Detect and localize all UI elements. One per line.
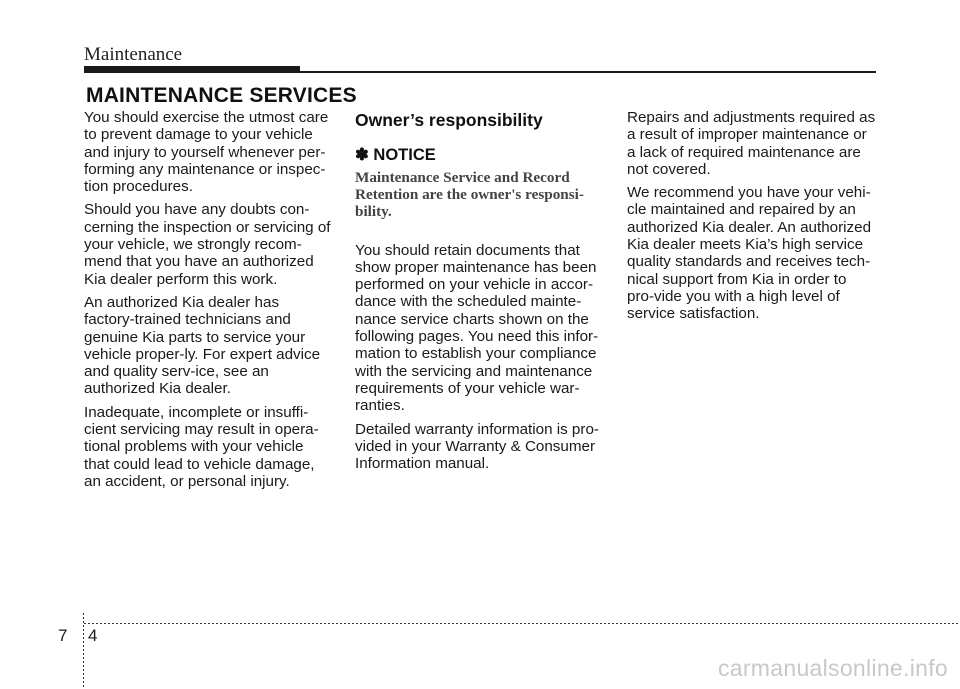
right-column	[627, 109, 876, 329]
paragraph: An authorized Kia dealer has factory-trained technicians and genuine Kia parts to service your vehicle proper-ly. For expert advice and quality serv-ice, see an authorized Kia dealer.	[84, 293, 321, 398]
paragraph: Should you have any doubts con-cerning the inspection or servicing of your vehicle, we strongly recom-mend that you have an authorized Kia dealer perform this work.	[84, 201, 331, 288]
left-column	[84, 109, 333, 496]
chapter-number: 7	[58, 626, 68, 645]
paragraph: You should exercise the utmost care to prevent damage to your vehicle and injury to yourself whenever per-forming any maintenance or inspec-tion procedures.	[84, 109, 329, 196]
owners-responsibility-heading: Owner’s responsibility	[355, 110, 543, 130]
notice-text: Maintenance Service and Record Retention are the owner's responsi-bility.	[355, 168, 584, 220]
notice-label: ✽ NOTICE	[355, 146, 436, 165]
header-bar	[84, 66, 300, 73]
middle-column	[355, 109, 604, 478]
header-rule	[300, 71, 876, 73]
paragraph: Repairs and adjustments required as a result of improper maintenance or a lack of required maintenance are not covered.	[627, 109, 876, 178]
page-header-title: Maintenance	[84, 44, 183, 65]
paragraph: Inadequate, incomplete or insuffi-cient servicing may result in opera-tional problems with your vehicle that could lead to vehicle damage, an accident, or personal injury.	[84, 403, 319, 490]
paragraph: We recommend you have your vehi-cle maintained and repaired by an authorized Kia dealer. An authorized Kia dealer meets Kia’s high service quality standards and receives tech-nical support from Kia in order to pro-vide you with a high level of service satisfaction.	[627, 184, 872, 323]
paragraph: Detailed warranty information is pro-vided in your Warranty & Consumer Information manual.	[355, 420, 599, 473]
page-number: 4	[88, 626, 98, 645]
section-title: MAINTENANCE SERVICES	[86, 84, 357, 107]
watermark: carmanualsonline.info	[717, 655, 948, 681]
paragraph: You should retain documents that show proper maintenance has been performed on your vehicle in accor-dance with the scheduled mainte-nance service charts shown on the following pages. You need this infor-mation to establish your compliance with the servicing and maintenance requirements of your vehicle war-ranties.	[355, 241, 599, 415]
page-number-divider	[83, 613, 84, 689]
footer-dashed-rule	[84, 623, 960, 624]
